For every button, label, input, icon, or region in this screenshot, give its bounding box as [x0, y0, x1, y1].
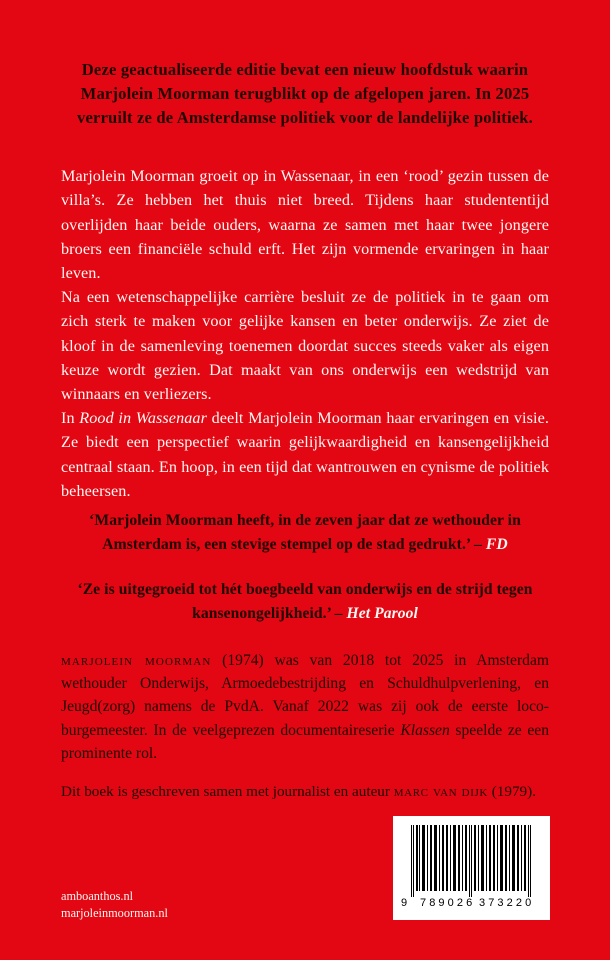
- author-url[interactable]: marjoleinmoorman.nl: [61, 905, 168, 920]
- barcode-digits: [401, 896, 542, 910]
- barcode-lead-digit: 9: [401, 897, 408, 909]
- intro-text: Deze geactualiseerde editie bevat een nieuw hoofdstuk waarin Marjolein Moorman terugblikt op de afgelopen jaren. In 2025 verruilt ze de Amsterdamse politiek voor de landelijke politiek.: [77, 60, 533, 128]
- author-bio: [61, 649, 549, 766]
- barcode-right-group: 373220: [479, 897, 535, 909]
- coauthor-prefix: Dit boek is geschreven samen met journalist en auteur: [61, 783, 394, 801]
- coauthor-suffix: (1979).: [487, 783, 537, 801]
- pull-quote-fd-source: FD: [485, 535, 508, 553]
- paragraph-biography-text: Marjolein Moorman groeit op in Wassenaar, in een ‘rood’ gezin tussen de villa’s. Ze hebben het thuis niet breed. Tijdens haar studententijd overlijden haar beide ouders, waarna ze samen met haar twee jongere broers een financiële schuld erft. Het zijn vormende ervaringen in haar leven.: [61, 167, 549, 283]
- pull-quote-parool-source: Het Parool: [346, 604, 418, 622]
- pull-quote-parool: [61, 578, 549, 625]
- book-title: Rood in Wassenaar: [79, 409, 207, 428]
- barcode: [393, 816, 550, 920]
- paragraph-book-prefix: In: [61, 409, 80, 428]
- author-bio-part1: (1974) was van 2018 tot 2025 in Amsterdam wethouder Onderwijs, Armoedebestrijding en Schuldhulpverlening, en Jeugd(zorg) namens de PvdA. Vanaf 2022 was zij ook de eerste loco-burgemeester. In de veelgeprezen documentaireserie: [61, 651, 549, 739]
- author-bio-part2: speelde ze een prominente rol.: [61, 721, 550, 763]
- paragraph-book: [61, 406, 549, 503]
- intro-paragraph: [69, 58, 541, 131]
- coauthor-name: marc van dijk: [393, 783, 488, 801]
- paragraph-biography: [61, 164, 549, 285]
- series-title: Klassen: [400, 721, 450, 739]
- pull-quote-parool-dash: –: [330, 604, 347, 622]
- paragraph-career-text: Na een wetenschappelijke carrière besluit ze de politiek in te gaan om zich sterk te maken voor gelijke kansen en beter onderwijs. Ze ziet de kloof in de samenleving toenemen doordat succes steeds vaker als eigen keuze wordt gezien. Dat maakt van ons onderwijs een wedstrijd van winnaars en verliezers.: [61, 288, 549, 404]
- coauthor-line: [61, 781, 549, 803]
- barcode-bars: [411, 825, 535, 897]
- paragraph-book-suffix: deelt Marjolein Moorman haar ervaringen en visie. Ze biedt een perspectief waarin gelijkwaardigheid en kansengelijkheid centraal staan. En hoop, in een tijd dat wantrouwen en cynisme de politiek beheersen.: [61, 409, 549, 501]
- publisher-url[interactable]: amboanthos.nl: [61, 889, 134, 903]
- publisher-urls: [61, 888, 168, 921]
- pull-quote-parool-text: ‘Ze is uitgegroeid tot hét boegbeeld van onderwijs en de strijd tegen kansenongelijkheid.’: [77, 581, 533, 622]
- pull-quote-fd-text: ‘Marjolein Moorman heeft, in de zeven jaar dat ze wethouder in Amsterdam is, een stevige stempel op de stad gedrukt.’: [89, 512, 521, 553]
- barcode-left-group: 789026: [420, 897, 476, 909]
- barcode-bars-container: [411, 825, 535, 897]
- paragraph-career: [61, 285, 549, 406]
- pull-quote-fd: [61, 509, 549, 556]
- author-name: marjolein moorman: [61, 651, 212, 669]
- pull-quote-fd-dash: –: [470, 535, 486, 553]
